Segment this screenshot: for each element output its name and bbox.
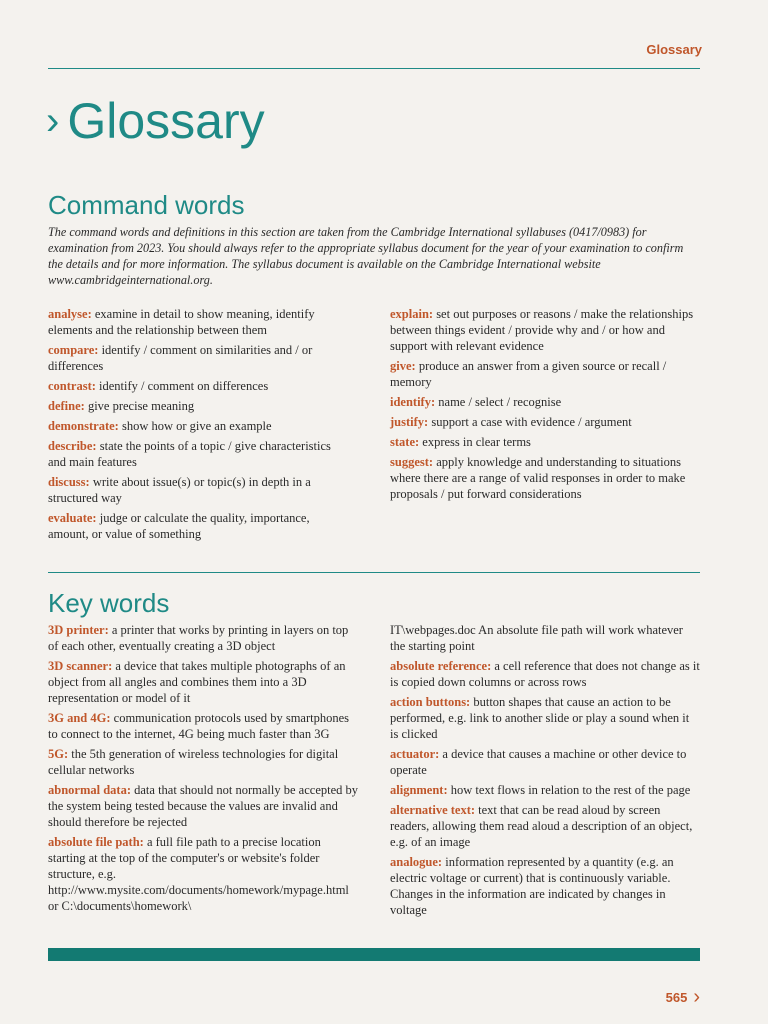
glossary-term: analyse: <box>48 307 92 321</box>
glossary-entry <box>48 510 348 542</box>
glossary-term: absolute reference: <box>390 659 492 673</box>
glossary-definition: how text flows in relation to the rest of the page <box>450 783 691 797</box>
glossary-definition: information represented by a quantity (e.g. an electric voltage or current) that is continuously variable. Changes in the information are indicated by changes in voltage <box>390 855 674 917</box>
glossary-entry <box>48 474 348 506</box>
section-divider <box>48 572 700 573</box>
page-title <box>46 93 265 149</box>
chevron-right-icon: › <box>693 986 700 1008</box>
glossary-term: describe: <box>48 439 97 453</box>
key-words-right-column <box>390 622 700 922</box>
glossary-definition: set out purposes or reasons / make the relationships between things evident / provide why and / or how and support with relevant evidence <box>390 307 694 353</box>
glossary-entry <box>390 454 700 502</box>
page-title-text: Glossary <box>67 93 265 149</box>
page-number <box>666 986 700 1009</box>
glossary-entry <box>390 414 700 430</box>
glossary-definition: show how or give an example <box>121 419 272 433</box>
glossary-term: contrast: <box>48 379 96 393</box>
glossary-term: 3G and 4G: <box>48 711 111 725</box>
glossary-definition: a device that causes a machine or other device to operate <box>390 747 687 777</box>
glossary-definition: name / select / recognise <box>438 395 562 409</box>
key-words-heading: Key words <box>48 588 170 618</box>
glossary-definition: apply knowledge and understanding to situations where there are a range of valid responses in order to make proposals / put forward considerations <box>390 455 686 501</box>
glossary-definition: identify / comment on similarities and / or differences <box>48 343 313 373</box>
glossary-entry <box>390 746 700 778</box>
glossary-term: alternative text: <box>390 803 476 817</box>
glossary-entry <box>390 802 700 850</box>
glossary-entry <box>48 710 358 742</box>
glossary-definition: text that can be read aloud by screen readers, allowing them read aloud a description of an object, e.g. of an image <box>390 803 693 849</box>
glossary-term: compare: <box>48 343 99 357</box>
glossary-term: identify: <box>390 395 436 409</box>
glossary-term: action buttons: <box>390 695 471 709</box>
glossary-entry <box>390 694 700 742</box>
glossary-term: actuator: <box>390 747 440 761</box>
glossary-definition: produce an answer from a given source or recall / memory <box>390 359 667 389</box>
glossary-definition: identify / comment on differences <box>99 379 269 393</box>
top-rule <box>48 68 700 69</box>
glossary-definition: a device that takes multiple photographs of an object from all angles and combines them into a 3D representation or model of it <box>48 659 346 705</box>
glossary-definition: the 5th generation of wireless technologies for digital cellular networks <box>48 747 339 777</box>
glossary-entry <box>390 658 700 690</box>
glossary-entry <box>48 398 348 414</box>
glossary-entry <box>390 358 700 390</box>
glossary-term: 3D scanner: <box>48 659 113 673</box>
glossary-term: 5G: <box>48 747 69 761</box>
glossary-definition: support a case with evidence / argument <box>431 415 632 429</box>
command-words-left-column <box>48 306 348 546</box>
glossary-definition: judge or calculate the quality, importance, amount, or value of something <box>48 511 310 541</box>
glossary-term: suggest: <box>390 455 434 469</box>
glossary-entry <box>390 306 700 354</box>
glossary-entry <box>48 834 358 914</box>
glossary-term: state: <box>390 435 420 449</box>
glossary-entry <box>48 342 348 374</box>
glossary-definition: a cell reference that does not change as it is copied down columns or across rows <box>390 659 700 689</box>
glossary-entry <box>390 434 700 450</box>
glossary-term: evaluate: <box>48 511 97 525</box>
glossary-entry <box>48 746 358 778</box>
command-words-right-column <box>390 306 700 506</box>
glossary-definition: state the points of a topic / give characteristics and main features <box>48 439 331 469</box>
glossary-term: explain: <box>390 307 434 321</box>
glossary-definition: a full file path to a precise location starting at the top of the computer's or website's folder structure, e.g. http://www.mysite.com/documents/homework/mypage.html or C:\documents\homework\ <box>48 835 349 913</box>
glossary-entry <box>390 854 700 918</box>
glossary-term: absolute file path: <box>48 835 144 849</box>
glossary-entry <box>48 622 358 654</box>
page-number-text: 565 <box>665 990 688 1005</box>
glossary-definition: button shapes that cause an action to be performed, e.g. link to another slide or play a sound when it is clicked <box>390 695 690 741</box>
glossary-definition: express in clear terms <box>422 435 531 449</box>
glossary-definition: a printer that works by printing in layers on top of each other, eventually creating a 3D object <box>48 623 349 653</box>
continued-text: IT\webpages.doc An absolute file path will work whatever the starting point <box>390 623 683 653</box>
glossary-term: abnormal data: <box>48 783 131 797</box>
command-words-heading: Command words <box>48 190 245 220</box>
glossary-definition: examine in detail to show meaning, identify elements and the relationship between them <box>48 307 315 337</box>
key-words-left-column <box>48 622 358 918</box>
command-words-intro: The command words and definitions in this section are taken from the Cambridge International syllabuses (0417/0983) for examination from 2023. You should always refer to the appropriate syllabus document for the year of your examination to confirm the details and for more information. The syllabus document is available on the Cambridge International website www.cambridgeinternational.org. <box>48 225 684 287</box>
glossary-entry <box>48 658 358 706</box>
glossary-term: give: <box>390 359 416 373</box>
glossary-entry <box>48 306 348 338</box>
glossary-entry <box>48 782 358 830</box>
chevron-right-icon: › <box>46 99 60 143</box>
glossary-entry <box>390 782 700 798</box>
glossary-term: discuss: <box>48 475 90 489</box>
running-head: Glossary <box>646 42 702 57</box>
glossary-definition: give precise meaning <box>87 399 195 413</box>
glossary-term: 3D printer: <box>48 623 109 637</box>
glossary-term: demonstrate: <box>48 419 119 433</box>
glossary-definition: data that should not normally be accepted by the system being tested because the values are invalid and should therefore be rejected <box>48 783 359 829</box>
glossary-term: justify: <box>390 415 429 429</box>
glossary-definition: communication protocols used by smartphones to connect to the internet, 4G being much faster than 3G <box>48 711 350 741</box>
glossary-entry <box>48 418 348 434</box>
glossary-definition: write about issue(s) or topic(s) in depth in a structured way <box>48 475 311 505</box>
glossary-entry <box>390 394 700 410</box>
footer-band <box>48 948 700 961</box>
glossary-term: define: <box>48 399 85 413</box>
glossary-term: analogue: <box>390 855 443 869</box>
glossary-entry <box>48 378 348 394</box>
glossary-term: alignment: <box>390 783 448 797</box>
glossary-entry <box>48 438 348 470</box>
